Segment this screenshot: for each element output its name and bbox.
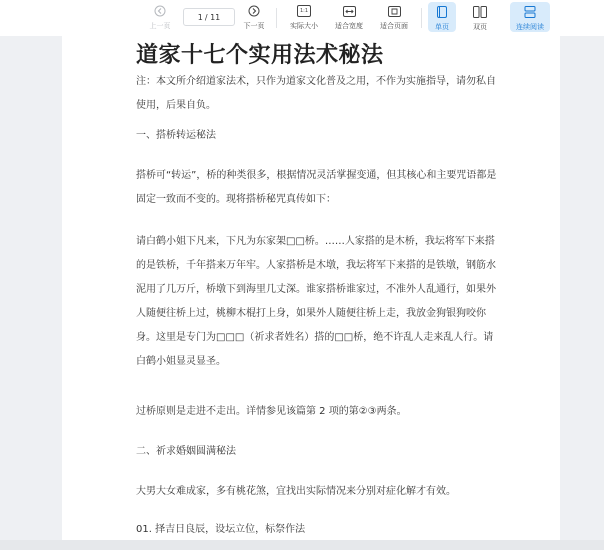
single-page-icon: [435, 5, 449, 19]
actual-size-icon-box: 1:1: [297, 5, 311, 17]
prev-page-label: 上一页: [149, 22, 171, 30]
heading-marriage-method: 二、祈求婚姻圆满秘法: [136, 446, 236, 457]
paragraph-bridge-rule: 过桥原则是走进不走出。详情参见该篇第 2 项的第②③两条。: [136, 406, 407, 417]
heading-bridge-method: 一、搭桥转运秘法: [136, 130, 216, 141]
chevron-left-circle-icon: [153, 4, 167, 18]
paragraph-disclaimer: 注：本文所介绍道家法术，只作为道家文化普及之用，不作为实施指导，请勿私自使用，后果自负。: [136, 76, 496, 111]
next-page-label: 下一页: [243, 22, 265, 30]
bottom-bar: [0, 540, 604, 550]
fit-page-icon: [387, 4, 401, 18]
document-page: [62, 36, 560, 550]
paragraph-marriage-intro: 大男大女难成家，多有桃花煞，宜找出实际情况来分别对症化解才有效。: [136, 486, 456, 497]
single-page-label: 单页: [435, 23, 449, 31]
paragraph-step-01: 01. 择吉日良辰，设坛立位，标祭作法: [136, 524, 306, 535]
continuous-reading-icon: [523, 5, 537, 19]
fit-width-label: 适合宽度: [335, 22, 363, 30]
fit-page-label: 适合页面: [380, 22, 408, 30]
actual-size-label: 实际大小: [290, 22, 318, 30]
single-page-toggle[interactable]: [428, 2, 456, 32]
toolbar-divider: [421, 8, 422, 28]
prev-page-button[interactable]: [145, 3, 175, 33]
continuous-reading-toggle[interactable]: [510, 2, 550, 32]
double-page-icon: [473, 5, 487, 19]
actual-size-button[interactable]: [286, 3, 322, 33]
document-title: 道家十七个实用法术秘法: [136, 43, 384, 68]
paragraph-bridge-chant: 请白鹤小姐下凡来，下凡为东家架□□桥。……人家搭的是木桥，我坛将军下来搭的是铁桥，千年搭来万年牢。人家搭桥是木墩，我坛将军下来搭的是铁墩，钢筋水泥用了几万斤，桥墩下到海里几丈深。谁家搭桥谁家过，不准外人乱通行，如果外人随便往桥上过，桃柳木棍打上身，如果外人随便往桥上走，我放金狗银狗咬你身。这里是专门为□□□（祈求者姓名）搭的□□桥，绝不许乱人走来乱人行。请白鹤小姐显灵显圣。: [136, 236, 496, 367]
actual-size-icon: [297, 4, 311, 18]
double-page-label: 双页: [473, 23, 487, 31]
total-pages: / 11: [204, 12, 221, 22]
page-indicator[interactable]: [183, 8, 235, 26]
viewer-toolbar: [0, 0, 604, 36]
fit-width-icon: [342, 4, 356, 18]
paragraph-bridge-intro: 搭桥可“转运”，桥的种类很多，根据情况灵活掌握变通，但其核心和主要咒语都是固定一致而不变的。现将搭桥秘咒真传如下：: [136, 170, 497, 205]
chevron-right-circle-icon: [247, 4, 261, 18]
current-page-number[interactable]: 1: [197, 12, 203, 22]
next-page-button[interactable]: [239, 3, 269, 33]
continuous-reading-label: 连续阅读: [516, 23, 544, 31]
fit-page-button[interactable]: [376, 3, 412, 33]
fit-width-button[interactable]: [331, 3, 367, 33]
double-page-toggle[interactable]: [466, 2, 494, 32]
toolbar-divider: [276, 8, 277, 28]
